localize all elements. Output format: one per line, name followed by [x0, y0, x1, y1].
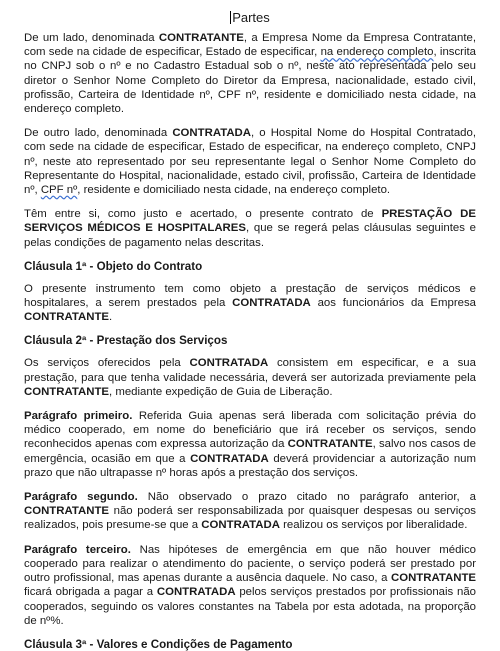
paragraph-services	[24, 356, 476, 399]
text-run: De um lado, denominada	[24, 32, 159, 44]
paragraph-object	[24, 282, 476, 325]
document-title-text: Partes	[232, 10, 270, 25]
text-run: , residente e domiciliado nesta cidade, na endereço completo.	[77, 184, 391, 197]
text-run: Referida Guia apenas será liberada com solicitação prévia do médico cooperado, em nome do beneficiário que irá receber os serviços, sendo reconhecidos apenas com expressa autorização da	[24, 410, 476, 451]
text-run: ficará obrigada a pagar a	[24, 586, 157, 599]
text-run: Os serviços oferecidos pela	[24, 357, 190, 370]
bold-term: CONTRATANTE	[287, 438, 373, 451]
text-run: deverá providenciar a autorização num prazo que não ultrapasse nº horas após a prestação dos serviços.	[24, 452, 476, 479]
bold-term: CONTRATANTE	[391, 572, 476, 585]
bold-term: CONTRATANTE	[158, 32, 244, 44]
document-title	[24, 10, 476, 25]
text-run: consistem em especificar, e a sua prestação, para que tenha validade necessária, deverá ser autorizada previamente pela	[24, 357, 476, 384]
text-run: Nas hipóteses de emergência em que não houver médico cooperado para realizar o atendimento do paciente, o serviço poderá ser prestado por outro profissional, mas apenas durante a ausência daquele. No caso, a	[24, 543, 476, 585]
text-run: , mediante expedição de Guia de Liberação.	[109, 385, 333, 398]
bold-term: CONTRATADA	[201, 519, 280, 532]
paragraph-label: Parágrafo segundo.	[24, 491, 138, 504]
text-run: , salvo nos casos de emergência, ocasião em que a	[24, 438, 476, 465]
paragraph-label: Parágrafo primeiro.	[24, 410, 133, 423]
bold-term: CONTRATANTE	[24, 311, 109, 324]
text-run: , que se regerá pelas cláusulas seguintes e pelas condições de pagamento nelas descritas.	[24, 222, 476, 249]
text-run: Não observado o prazo citado no parágrafo anterior, a	[137, 491, 476, 504]
text-run: Têm entre si, como justo e acertado, o presente contrato de	[24, 208, 382, 221]
paragraph-contratante	[24, 31, 476, 116]
paragraph-first	[24, 409, 476, 480]
paragraph-contratada	[24, 126, 476, 197]
bold-term: PRESTAÇÃO DE SERVIÇOS MÉDICOS E HOSPITALARES	[24, 208, 476, 235]
spellcheck-flagged-text[interactable]: CPF nº	[40, 184, 78, 197]
text-run: O presente instrumento tem como objeto a prestação de serviços médicos e hospitalares, a serem prestados pela	[24, 282, 476, 310]
bold-term: CONTRATADA	[232, 297, 311, 310]
text-run: não poderá ser responsabilizada por quaisquer despesas ou serviços realizados, pois presume-se que a	[24, 505, 476, 532]
paragraph-third	[24, 543, 476, 628]
text-run: , inscrita no CNPJ sob o nº e no Cadastro Estadual sob o nº, neste ato representada pelo seu diretor o Senhor Nome Completo do Diretor da Empresa, nacionalidade, estado civil, profissão, Carteira de Identidade nº, CPF nº, residente e domiciliado nesta cidade, na endereço completo.	[24, 46, 477, 116]
text-run: pelos serviços prestados por profissionais não cooperados, seguindo os valores constantes na Tabela por esta adotada, na proporção de nº%.	[24, 586, 476, 627]
paragraph-second	[24, 490, 476, 533]
spellcheck-flagged-text[interactable]: na endereço completo	[320, 46, 434, 59]
paragraph-label: Parágrafo terceiro.	[24, 543, 131, 556]
bold-term: CONTRATADA	[189, 357, 269, 370]
text-run: , o Hospital Nome do Hospital Contratado, com sede na cidade de especificar, Estado de especificar, na endereço completo, CNPJ nº, neste ato representado por seu representante legal o Senhor Nome Completo do Representante do Hospital, nacionalidade, estado civil, profissão, Carteira de Identidade nº,	[24, 127, 476, 197]
bold-term: CONTRATADA	[172, 127, 251, 140]
text-run: realizou os serviços por liberalidade.	[279, 519, 468, 532]
text-run: .	[109, 311, 113, 324]
text-run: aos funcionários da Empresa	[310, 297, 476, 310]
bold-term: CONTRATANTE	[24, 505, 109, 518]
text-run: De outro lado, denominada	[24, 127, 173, 140]
clause-1-heading: Cláusula 1ª - Objeto do Contrato	[24, 259, 203, 273]
bold-term: CONTRATANTE	[24, 385, 109, 398]
bold-term: CONTRATADA	[190, 452, 269, 465]
clause-2-heading: Cláusula 2ª - Prestação dos Serviços	[24, 334, 228, 348]
paragraph-agreement	[24, 207, 476, 250]
bold-term: CONTRATADA	[156, 586, 236, 599]
clause-3-heading: Cláusula 3ª - Valores e Condições de Pagamento	[24, 637, 293, 651]
text-run: , a Empresa Nome da Empresa Contratante, com sede na cidade de especificar, Estado de especificar,	[24, 32, 476, 59]
